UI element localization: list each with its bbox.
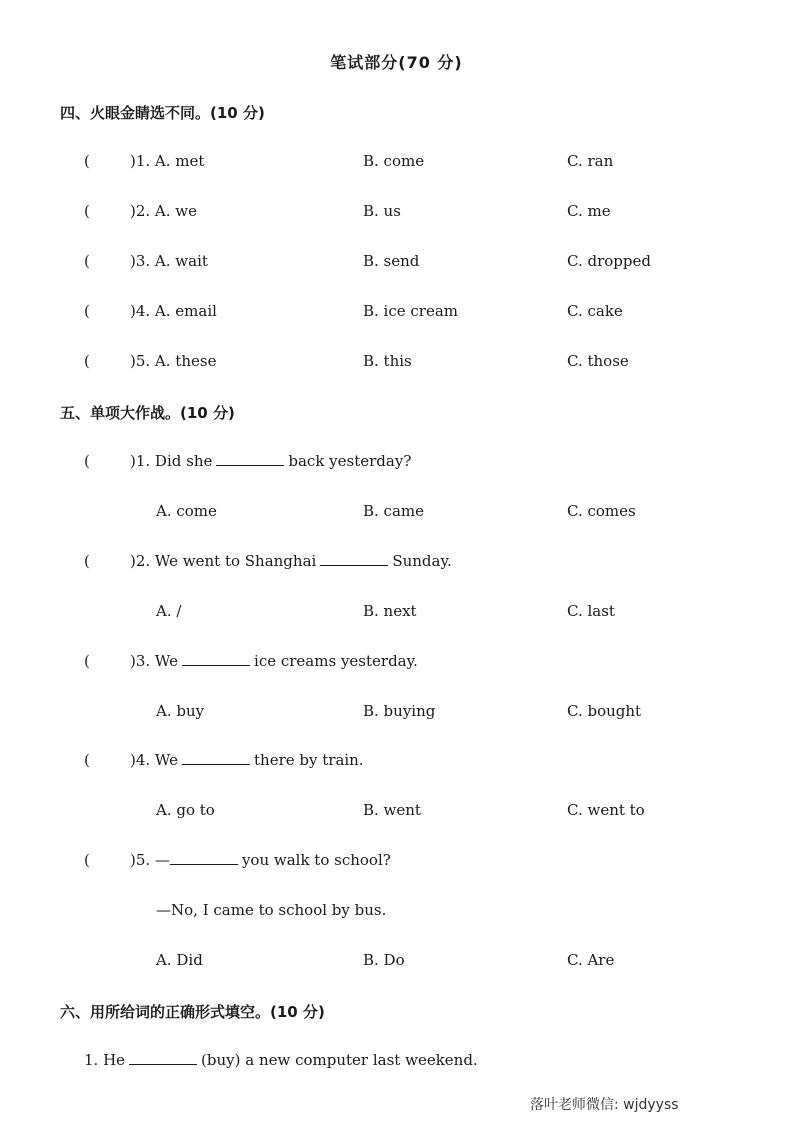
s5-q1-option-a: A. come (156, 502, 217, 520)
s5-q2-stem (130, 552, 452, 570)
s4-question-2 (0, 202, 793, 226)
s5-q1-options (0, 502, 793, 526)
s4-q4-option-a: )4. A. email (130, 302, 217, 320)
s5-q5-reply-text: —No, I came to school by bus. (156, 901, 387, 919)
answer-paren: ( (84, 302, 90, 320)
s4-question-3 (0, 252, 793, 276)
answer-blank[interactable] (170, 863, 238, 865)
answer-paren: ( (84, 352, 90, 370)
s5-question-2 (0, 552, 793, 576)
s4-q1-option-c: C. ran (567, 152, 614, 170)
answer-paren: ( (84, 851, 90, 869)
s5-q4-option-b: B. went (363, 801, 421, 819)
s5-q2-options (0, 602, 793, 626)
s5-q3-options (0, 702, 793, 726)
section-4-heading: 四、火眼金睛选不同。(10 分) (60, 104, 265, 122)
answer-blank[interactable] (320, 564, 388, 566)
s5-q1-stem (130, 452, 411, 470)
s5-q5-option-b: B. Do (363, 951, 405, 969)
answer-blank[interactable] (216, 464, 284, 466)
s5-q4-stem-end: there by train. (254, 751, 364, 769)
s5-q4-option-c: C. went to (567, 801, 645, 819)
answer-paren: ( (84, 652, 90, 670)
s5-q5-stem-start: )5. — (130, 851, 170, 869)
s5-q1-option-c: C. comes (567, 502, 636, 520)
s5-q3-stem-end: ice creams yesterday. (254, 652, 418, 670)
s5-q4-stem-start: )4. We (130, 751, 179, 769)
s5-q5-stem-end: you walk to school? (241, 851, 391, 869)
s5-q2-option-c: C. last (567, 602, 615, 620)
answer-paren: ( (84, 152, 90, 170)
s4-q2-option-b: B. us (363, 202, 401, 220)
s5-q4-stem (130, 751, 364, 769)
answer-paren: ( (84, 552, 90, 570)
s5-q5-reply (0, 901, 793, 925)
s5-q5-stem (130, 851, 391, 869)
s5-q3-option-b: B. buying (363, 702, 436, 720)
s4-q3-option-a: )3. A. wait (130, 252, 208, 270)
s4-q1-option-b: B. come (363, 152, 425, 170)
s5-q3-option-a: A. buy (156, 702, 205, 720)
answer-paren: ( (84, 751, 90, 769)
s4-question-5 (0, 352, 793, 376)
s5-q5-options (0, 951, 793, 975)
s4-q5-option-b: B. this (363, 352, 412, 370)
s4-q4-option-c: C. cake (567, 302, 623, 320)
s5-q3-stem-start: )3. We (130, 652, 179, 670)
s5-q5-option-a: A. Did (156, 951, 203, 969)
s4-q2-option-a: )2. A. we (130, 202, 198, 220)
s4-q1-option-a: )1. A. met (130, 152, 205, 170)
s4-q4-option-b: B. ice cream (363, 302, 459, 320)
s4-q5-option-c: C. those (567, 352, 629, 370)
answer-blank[interactable] (129, 1063, 197, 1065)
s5-q3-stem (130, 652, 418, 670)
s4-q3-option-b: B. send (363, 252, 420, 270)
s5-q5-option-c: C. Are (567, 951, 615, 969)
answer-paren: ( (84, 252, 90, 270)
page-title: 笔试部分(70 分) (330, 53, 463, 72)
s4-question-4 (0, 302, 793, 326)
answer-paren: ( (84, 202, 90, 220)
s6-q1-stem (84, 1051, 478, 1069)
s5-q2-option-a: A. / (156, 602, 182, 620)
s5-q2-stem-end: Sunday. (392, 552, 452, 570)
s5-question-1 (0, 452, 793, 476)
s5-q2-stem-start: )2. We went to Shanghai (130, 552, 317, 570)
answer-blank[interactable] (182, 763, 250, 765)
answer-paren: ( (84, 452, 90, 470)
s4-q5-option-a: )5. A. these (130, 352, 217, 370)
s5-q4-option-a: A. go to (156, 801, 215, 819)
s5-q1-stem-start: )1. Did she (130, 452, 213, 470)
s5-q2-option-b: B. next (363, 602, 417, 620)
s5-question-5 (0, 851, 793, 875)
s5-q1-option-b: B. came (363, 502, 425, 520)
s5-q3-option-c: C. bought (567, 702, 642, 720)
s4-question-1 (0, 152, 793, 176)
section-6-heading: 六、用所给词的正确形式填空。(10 分) (60, 1003, 325, 1021)
s6-q1-stem-end: (buy) a new computer last weekend. (201, 1051, 478, 1069)
s6-question-1 (0, 1051, 793, 1075)
s5-q4-options (0, 801, 793, 825)
section-5-heading: 五、单项大作战。(10 分) (60, 404, 235, 422)
s4-q2-option-c: C. me (567, 202, 611, 220)
s5-question-3 (0, 652, 793, 676)
footer-contact: 落叶老师微信: wjdyyss (530, 1097, 679, 1113)
s5-q1-stem-end: back yesterday? (288, 452, 412, 470)
s6-q1-stem-start: 1. He (84, 1051, 126, 1069)
answer-blank[interactable] (182, 664, 250, 666)
s4-q3-option-c: C. dropped (567, 252, 651, 270)
s5-question-4 (0, 751, 793, 775)
